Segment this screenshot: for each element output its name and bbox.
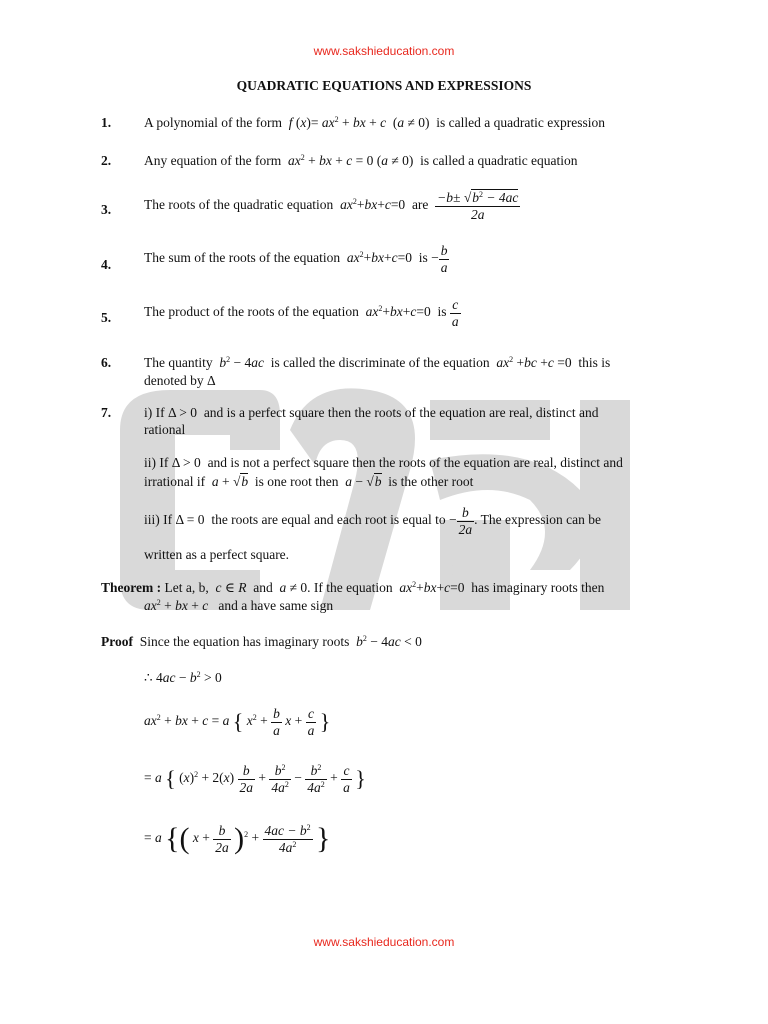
item-4-equation: $ax^2+bx+c=0$	[346, 250, 412, 266]
item-1-text: A polynomial of the form f $(x)= ax^2$ + bx + c (a ≠ 0) is called a quadratic expression	[144, 115, 605, 130]
item-6-number: 6.	[101, 355, 112, 370]
item-3-text: The roots of the quadratic equation $ax^2+bx+c=0$ are $\frac{-b\pm √b^2 - 4ac}{2a}$	[144, 190, 519, 222]
sum-of-roots-fraction: $\frac{b}{a}$	[440, 243, 448, 275]
item-7-number: 7.	[101, 405, 112, 420]
item-5-text: The product of the roots of the equation $ax^2+bx+c=0$ is $\frac{c}{a}$	[144, 297, 459, 329]
item-3-number: 3.	[101, 202, 112, 217]
item-7-ii-text-cont: irrational if a + √b is one root then a − √b is the other root	[144, 474, 474, 489]
item-1-number: 1.	[101, 115, 112, 130]
proof-step-4: = a {( x + $\frac{b}{2a}$ )$^2$ + $\frac{4ac - b^2}{4a^2}$ }	[144, 822, 331, 855]
item-4-text: The sum of the roots of the equation $ax^2+bx+c=0$ is − $\frac{b}{a}$	[144, 243, 448, 275]
page-title: QUADRATIC EQUATIONS AND EXPRESSIONS	[236, 78, 532, 93]
item-6-text-cont: denoted by Δ	[144, 373, 216, 388]
proof-step-3: = a { $(x)^2 + 2(x)$ $\frac{b}{2a}$ + $\frac{b^2}{4a^2}$ − $\frac{b^2}{4a^2}$ + $\frac{c}{a}$ }	[144, 763, 366, 795]
header-url[interactable]: www.sakshieducation.com	[313, 44, 455, 58]
product-of-roots-fraction: $\frac{c}{a}$	[451, 297, 459, 329]
item-7-ii-text: ii) If Δ > 0 and is not a perfect square then the roots of the equation are real, distinct and	[144, 455, 623, 470]
item-7-i-text: i) If Δ > 0 and is a perfect square then the roots of the equation are real, distinct and	[144, 405, 599, 420]
item-4-number: 4.	[101, 257, 112, 272]
item-7-iii-text: iii) If Δ = 0 the roots are equal and each root is equal to − $\frac{b}{2a}$ . The expression can be	[144, 505, 601, 537]
item-7-i-text-cont: rational	[144, 422, 186, 437]
item-1-formula: f	[288, 115, 293, 130]
theorem-label: Theorem :	[101, 580, 162, 595]
theorem-line-2: $ax^2$ + bx + c and a have same sign	[144, 598, 334, 613]
equal-root-fraction: $\frac{b}{2a}$	[458, 505, 473, 537]
footer-url[interactable]: www.sakshieducation.com	[313, 935, 455, 949]
item-7-iii-text-cont: written as a perfect square.	[144, 547, 290, 562]
item-3-equation: $ax^2+bx+c=0$	[340, 197, 406, 213]
item-5-equation: $ax^2+bx+c=0$	[365, 304, 431, 320]
theorem-line-1: Theorem : Let a, b, c ∈ R and a ≠ 0. If the equation $ax^2+bx+c=0$ has imaginary roots then	[101, 580, 605, 595]
proof-line-1: Proof Since the equation has imaginary roots $b^2 - 4ac < 0$	[101, 634, 422, 649]
item-2-text: Any equation of the form $ax^2$ + bx + c = 0 (a ≠ 0) is called a quadratic equation	[144, 153, 578, 168]
item-5-number: 5.	[101, 310, 112, 325]
proof-label: Proof	[101, 634, 133, 649]
proof-step-1: ∴ $4ac - b^2 > 0$	[144, 670, 222, 685]
item-6-text: The quantity $b^2 - 4ac$ is called the discriminate of the equation $ax^2 +bc +c =0$ this is	[144, 355, 611, 370]
proof-step-2: $ax^2$ + bx + c = a { $x^2$ + $\frac{b}{a}$ x + $\frac{c}{a}$ }	[144, 706, 331, 738]
item-2-number: 2.	[101, 153, 112, 168]
item-2-formula: $ax^2$ + bx + c = 0 (a ≠ 0)	[287, 153, 414, 168]
quadratic-formula: $\frac{-b\pm √b^2 - 4ac}{2a}$	[437, 190, 519, 222]
